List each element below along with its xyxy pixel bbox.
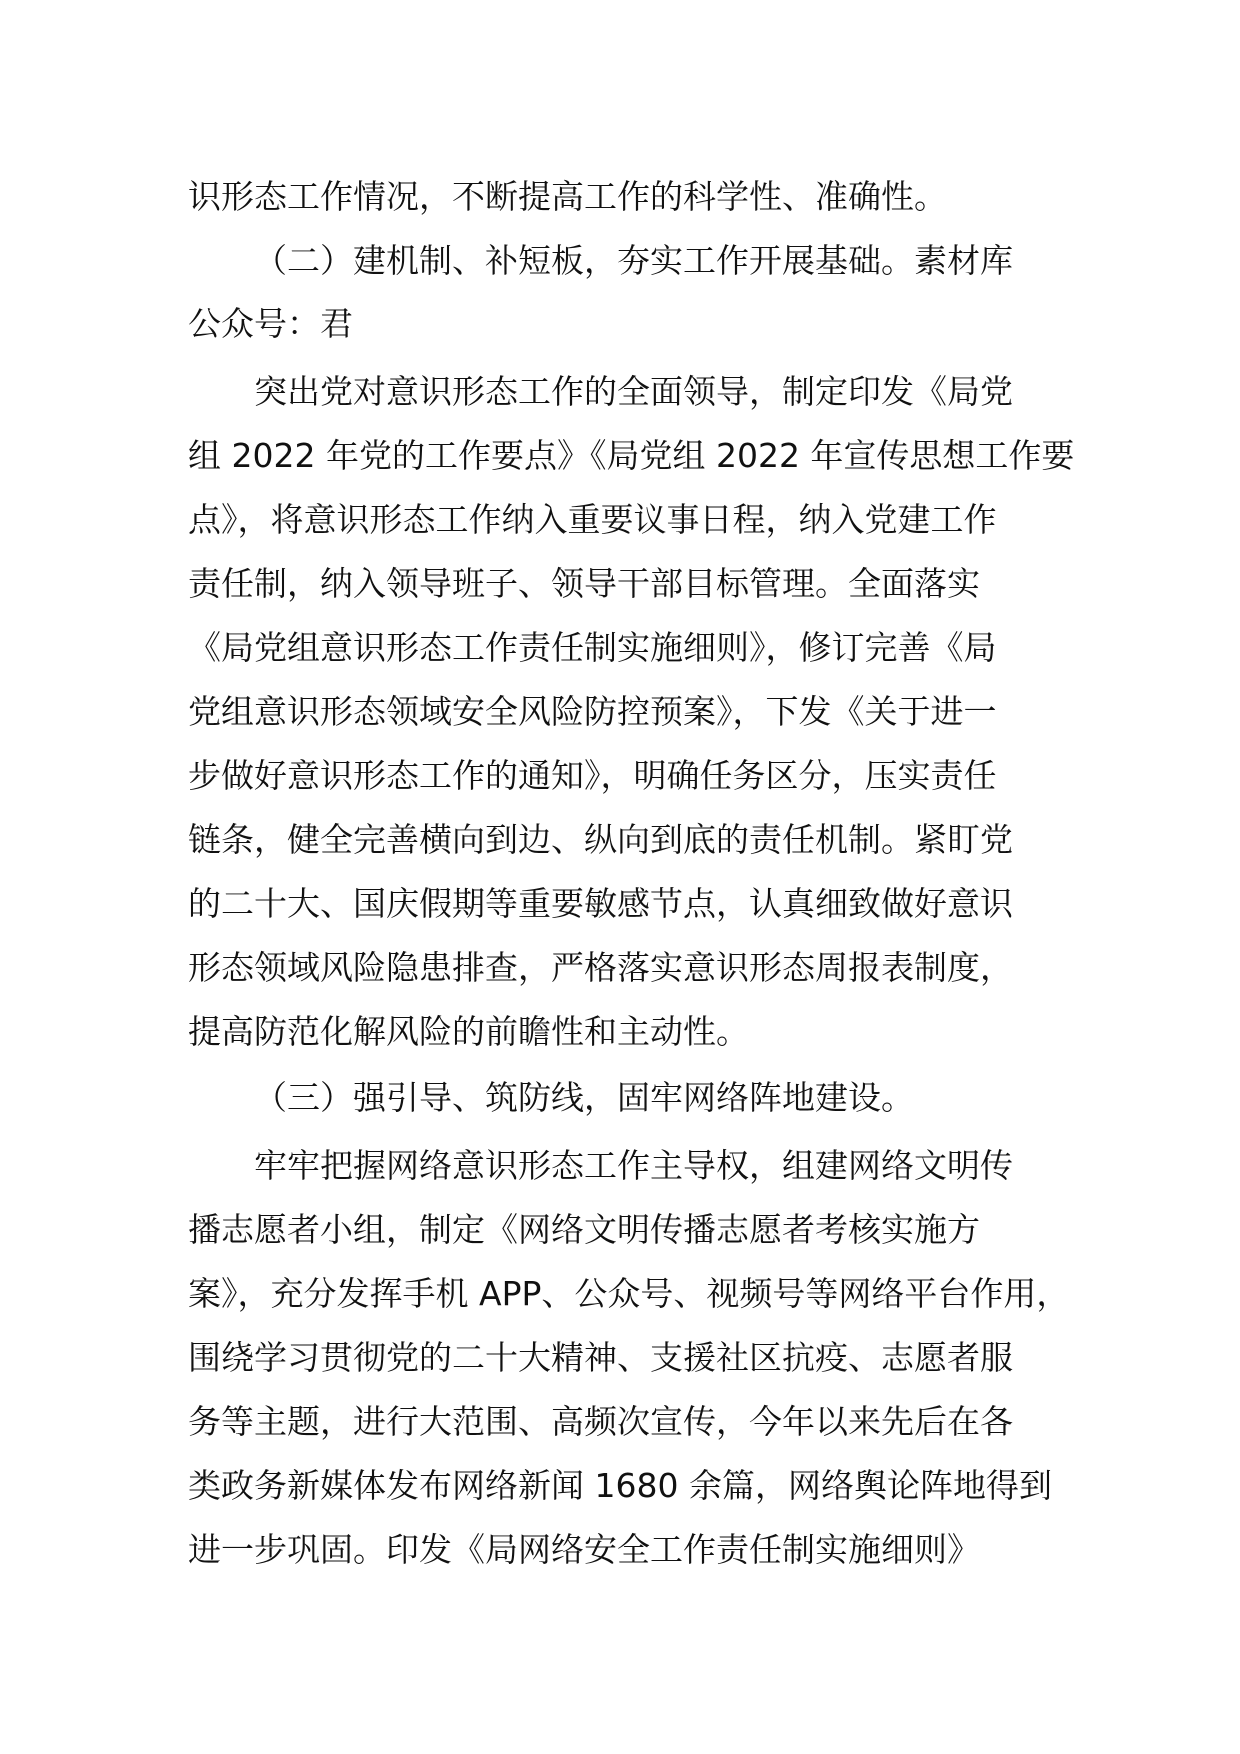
text-line-10: 步做好意识形态工作的通知》，明确任务区分，压实责任 — [188, 756, 997, 795]
text-line-11: 链条，健全完善横向到边、纵向到底的责任机制。紧盯党 — [188, 820, 1013, 859]
text-line-21: 类政务新媒体发布网络新闻 1680 余篇，网络舆论阵地得到 — [188, 1466, 1052, 1505]
text-line-19: 围绕学习贯彻党的二十大精神、支援社区抗疫、志愿者服 — [188, 1338, 1013, 1377]
text-line-8: 《局党组意识形态工作责任制实施细则》，修订完善《局 — [188, 628, 997, 667]
text-line-16-paragraph-start: 牢牢把握网络意识形态工作主导权，组建网络文明传 — [254, 1146, 1013, 1185]
text-line-14: 提高防范化解风险的前瞻性和主动性。 — [188, 1012, 749, 1051]
text-line-13: 形态领域风险隐患排查，严格落实意识形态周报表制度， — [188, 948, 1013, 987]
text-line-5: 组 2022 年党的工作要点》《局党组 2022 年宣传思想工作要 — [188, 436, 1075, 475]
text-line-12: 的二十大、国庆假期等重要敏感节点，认真细致做好意识 — [188, 884, 1013, 923]
text-line-2-section-heading: （二）建机制、补短板，夯实工作开展基础。素材库 — [254, 241, 1013, 280]
text-line-3: 公众号：君 — [188, 304, 353, 343]
text-line-17: 播志愿者小组，制定《网络文明传播志愿者考核实施方 — [188, 1210, 980, 1249]
text-line-4-paragraph-start: 突出党对意识形态工作的全面领导，制定印发《局党 — [254, 372, 1013, 411]
text-line-1: 识形态工作情况，不断提高工作的科学性、准确性。 — [188, 177, 947, 216]
text-line-22: 进一步巩固。印发《局网络安全工作责任制实施细则》 — [188, 1530, 980, 1569]
text-line-6: 点》，将意识形态工作纳入重要议事日程，纳入党建工作 — [188, 500, 997, 539]
text-line-9: 党组意识形态领域安全风险防控预案》，下发《关于进一 — [188, 692, 997, 731]
text-line-15-section-heading: （三）强引导、筑防线，固牢网络阵地建设。 — [254, 1078, 914, 1117]
text-line-7: 责任制，纳入领导班子、领导干部目标管理。全面落实 — [188, 564, 980, 603]
text-line-18: 案》，充分发挥手机 APP、公众号、视频号等网络平台作用， — [188, 1274, 1070, 1313]
text-line-20: 务等主题，进行大范围、高频次宣传，今年以来先后在各 — [188, 1402, 1013, 1441]
